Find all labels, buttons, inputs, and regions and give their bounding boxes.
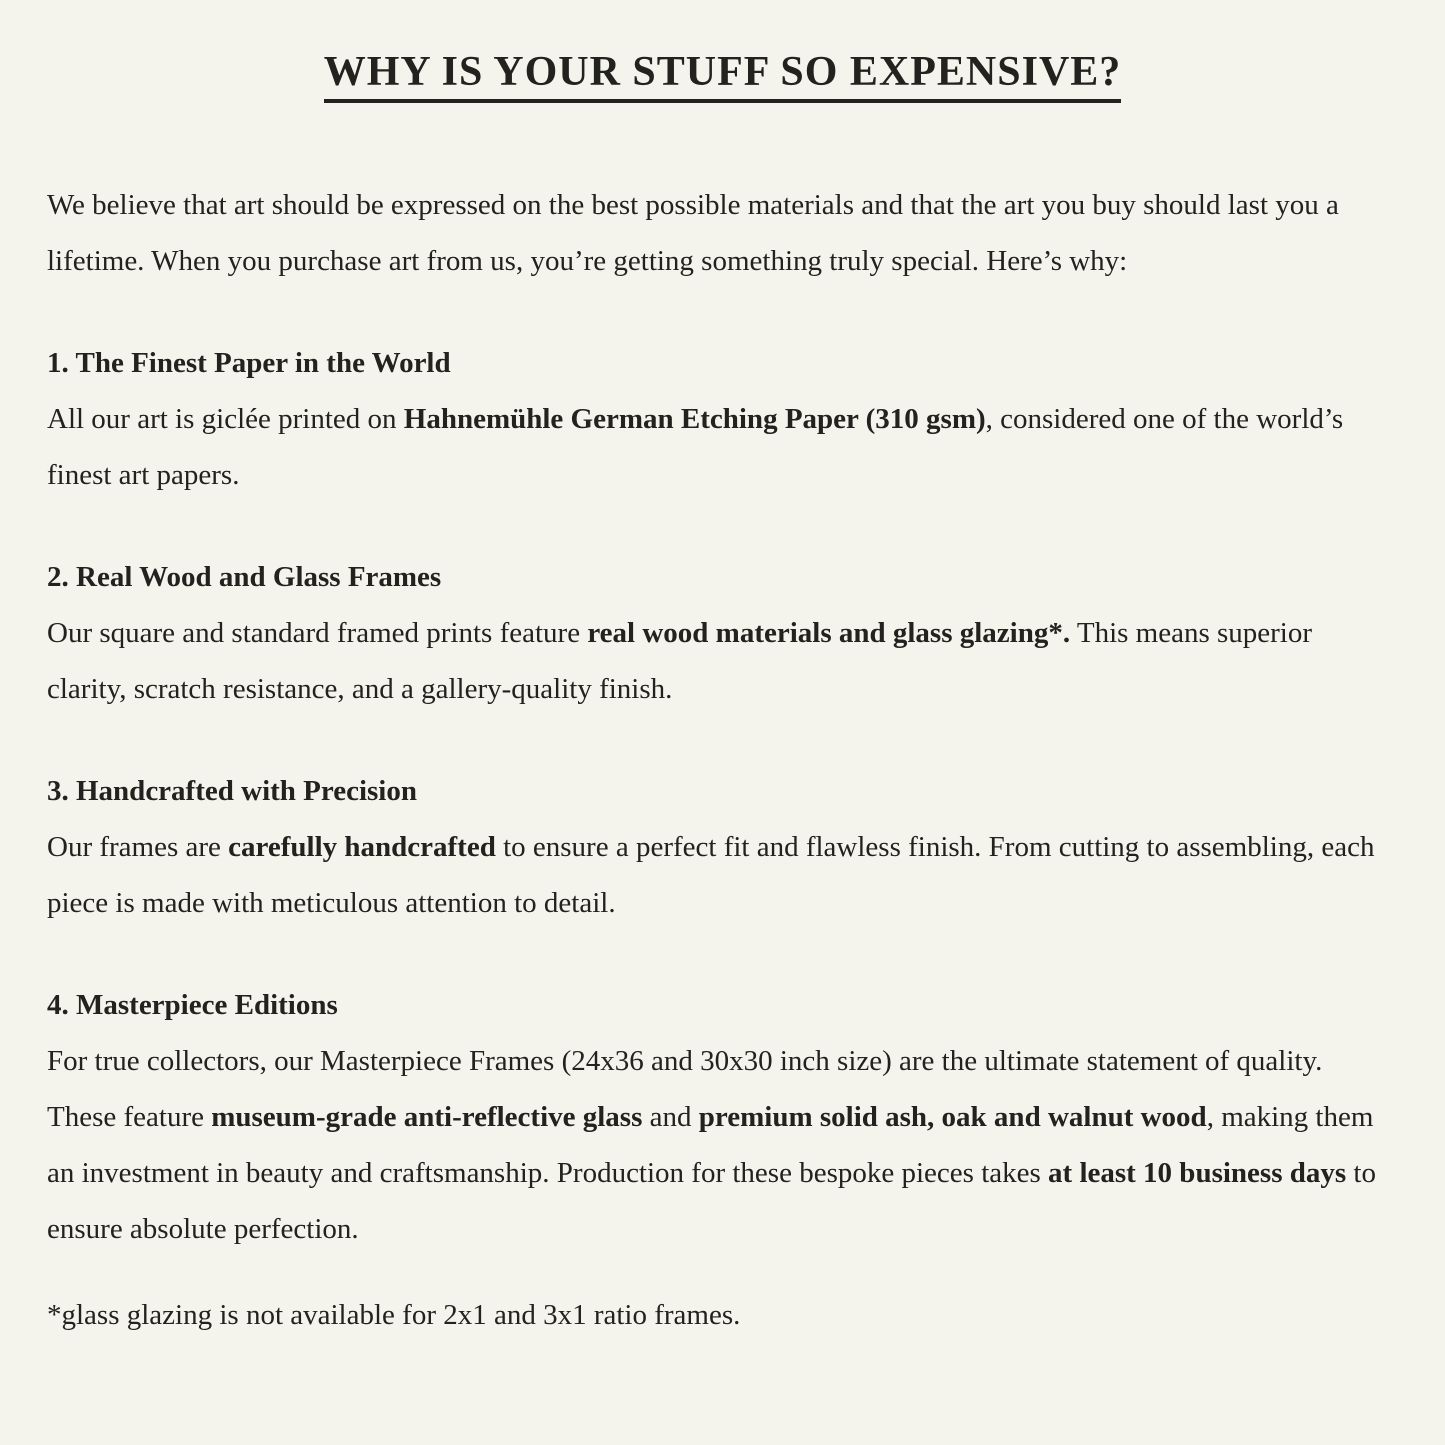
body-text: Our frames are <box>47 831 229 864</box>
page-title: WHY IS YOUR STUFF SO EXPENSIVE? <box>324 48 1122 103</box>
intro-paragraph: We believe that art should be expressed on the best possible materials and that the art you buy should last you a lifetime. When you purchase art from us, you’re getting something truly special. Here’s why: <box>47 189 1339 278</box>
body-text: For true collectors, our Masterpiece Frames (24x36 and 30x30 inch size) are the ultimate statement of quality. These feature <box>47 1045 1323 1134</box>
section-handcrafted <box>47 763 1398 931</box>
footnote-glass-glazing: *glass glazing is not available for 2x1 and 3x1 ratio frames. <box>47 1299 741 1332</box>
body-text: , making them an investment in beauty and craftsmanship. Production for these bespoke pieces takes <box>47 1101 1374 1190</box>
body-text: All our art is giclée printed on <box>47 403 404 436</box>
section-body-masterpiece-editions <box>47 1033 1398 1257</box>
section-body-finest-paper <box>47 391 1398 503</box>
section-body-handcrafted <box>47 819 1398 931</box>
section-heading-handcrafted: 3. Handcrafted with Precision <box>47 775 417 808</box>
emphasis-text: carefully handcrafted <box>228 831 496 864</box>
body-text: to ensure a perfect fit and flawless finish. From cutting to assembling, each piece is made with meticulous attention to detail. <box>47 831 1375 920</box>
title-container <box>47 48 1398 103</box>
section-heading-masterpiece-editions: 4. Masterpiece Editions <box>47 989 338 1022</box>
section-body-wood-glass-frames <box>47 605 1398 717</box>
body-text: to ensure absolute perfection. <box>47 1157 1376 1246</box>
section-wood-glass-frames <box>47 549 1398 717</box>
section-heading-finest-paper: 1. The Finest Paper in the World <box>47 347 451 380</box>
emphasis-text: at least 10 business days <box>1048 1157 1347 1190</box>
emphasis-text: real wood materials and glass glazing*. <box>587 617 1071 650</box>
section-heading-wood-glass-frames: 2. Real Wood and Glass Frames <box>47 561 442 594</box>
body-text: and <box>642 1101 699 1134</box>
section-finest-paper <box>47 335 1398 503</box>
emphasis-text: museum-grade anti-reflective glass <box>211 1101 643 1134</box>
emphasis-text: premium solid ash, oak and walnut wood <box>698 1101 1207 1134</box>
body-text: Our square and standard framed prints feature <box>47 617 588 650</box>
emphasis-text: Hahnemühle German Etching Paper (310 gsm) <box>403 403 986 436</box>
body-text: This means superior clarity, scratch resistance, and a gallery-quality finish. <box>47 617 1313 706</box>
body-text: , considered one of the world’s finest art papers. <box>47 403 1344 492</box>
section-masterpiece-editions <box>47 977 1398 1257</box>
